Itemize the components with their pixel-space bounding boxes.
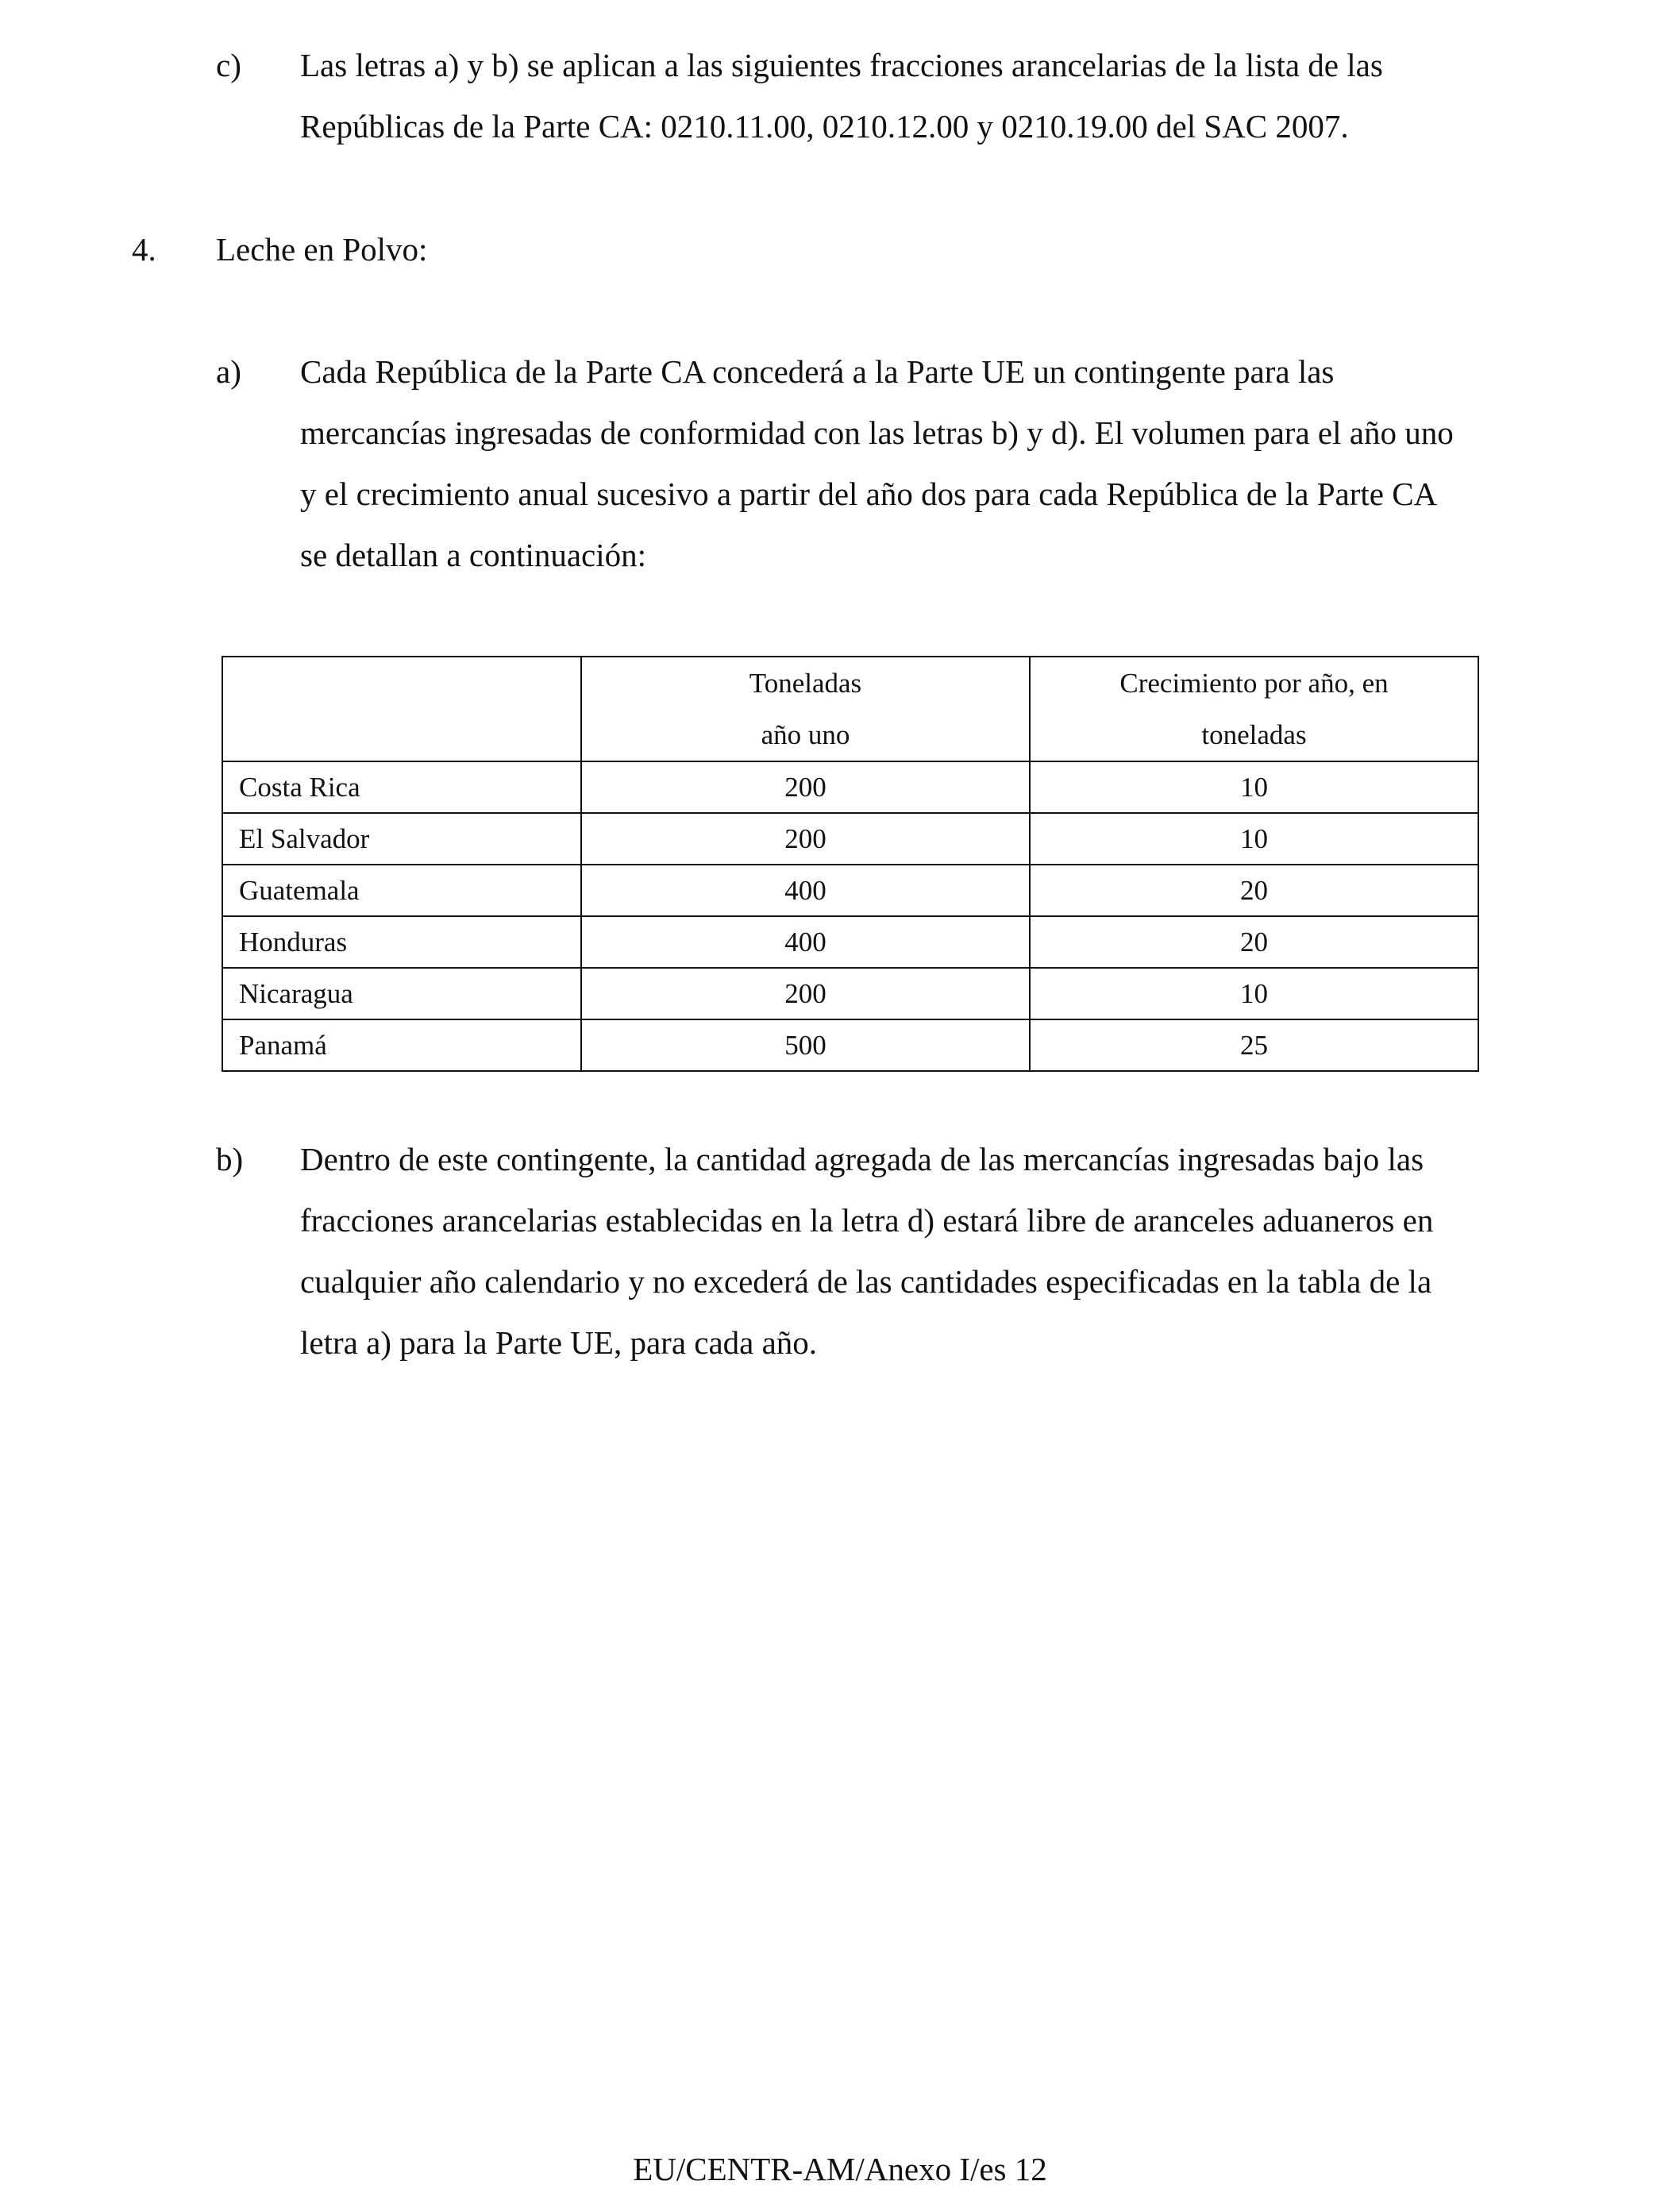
header-growth-line: Crecimiento por año, en bbox=[1119, 668, 1389, 699]
header-growth-line: toneladas bbox=[1201, 719, 1307, 750]
section-c-marker: c) bbox=[216, 47, 241, 83]
cell-growth: 10 bbox=[1030, 813, 1478, 865]
section-c-line: Las letras a) y b) se aplican a las siguientes fracciones arancelarias de la lista de las bbox=[300, 47, 1383, 83]
item-b-line: Dentro de este contingente, la cantidad agregada de las mercancías ingresadas bajo las bbox=[300, 1141, 1424, 1177]
cell-country: Panamá bbox=[222, 1019, 581, 1071]
table-row bbox=[222, 1019, 1478, 1071]
header-growth bbox=[1030, 657, 1478, 761]
table-row bbox=[222, 916, 1478, 968]
cell-growth: 20 bbox=[1030, 916, 1478, 968]
cell-growth: 10 bbox=[1030, 761, 1478, 813]
cell-country: Guatemala bbox=[222, 865, 581, 916]
cell-growth: 10 bbox=[1030, 968, 1478, 1019]
cell-tons: 400 bbox=[581, 916, 1030, 968]
item-a-line: Cada República de la Parte CA concederá a la Parte UE un contingente para las bbox=[300, 353, 1335, 390]
item-b-marker: b) bbox=[216, 1141, 244, 1177]
table-row bbox=[222, 968, 1478, 1019]
table-row bbox=[222, 865, 1478, 916]
cell-country: Costa Rica bbox=[222, 761, 581, 813]
cell-tons: 200 bbox=[581, 813, 1030, 865]
header-tons bbox=[581, 657, 1030, 761]
cell-tons: 200 bbox=[581, 761, 1030, 813]
item-a-paragraph bbox=[300, 341, 1454, 586]
cell-country: Nicaragua bbox=[222, 968, 581, 1019]
item-a-marker: a) bbox=[216, 353, 241, 390]
section-c-paragraph bbox=[300, 35, 1383, 157]
section-number: 4. bbox=[132, 231, 156, 268]
cell-country: El Salvador bbox=[222, 813, 581, 865]
section-c-line: Repúblicas de la Parte CA: 0210.11.00, 0210.12.00 y 0210.19.00 del SAC 2007. bbox=[300, 108, 1349, 144]
table-row bbox=[222, 813, 1478, 865]
cell-country: Honduras bbox=[222, 916, 581, 968]
item-a-line: y el crecimiento anual sucesivo a partir del año dos para cada República de la Parte CA bbox=[300, 476, 1438, 512]
header-country bbox=[222, 657, 581, 761]
item-b-line: fracciones arancelarias establecidas en la letra d) estará libre de aranceles aduaneros en bbox=[300, 1202, 1434, 1239]
cell-tons: 400 bbox=[581, 865, 1030, 916]
section-title: Leche en Polvo: bbox=[216, 231, 428, 268]
cell-tons: 500 bbox=[581, 1019, 1030, 1071]
item-b-paragraph bbox=[300, 1129, 1433, 1374]
header-tons-line: Toneladas bbox=[749, 668, 862, 699]
cell-growth: 20 bbox=[1030, 865, 1478, 916]
header-tons-line: año uno bbox=[761, 719, 850, 750]
item-b-line: letra a) para la Parte UE, para cada año. bbox=[300, 1324, 818, 1361]
page-footer: EU/CENTR-AM/Anexo I/es 12 bbox=[633, 2151, 1047, 2187]
item-b-line: cualquier año calendario y no excederá de las cantidades especificadas en la tabla de la bbox=[300, 1263, 1432, 1300]
table-row bbox=[222, 761, 1478, 813]
item-a-line: mercancías ingresadas de conformidad con las letras b) y d). El volumen para el año uno bbox=[300, 414, 1454, 451]
item-a-line: se detallan a continuación: bbox=[300, 537, 647, 573]
quota-table bbox=[222, 656, 1479, 1072]
table-header-row bbox=[222, 657, 1478, 761]
cell-growth: 25 bbox=[1030, 1019, 1478, 1071]
cell-tons: 200 bbox=[581, 968, 1030, 1019]
